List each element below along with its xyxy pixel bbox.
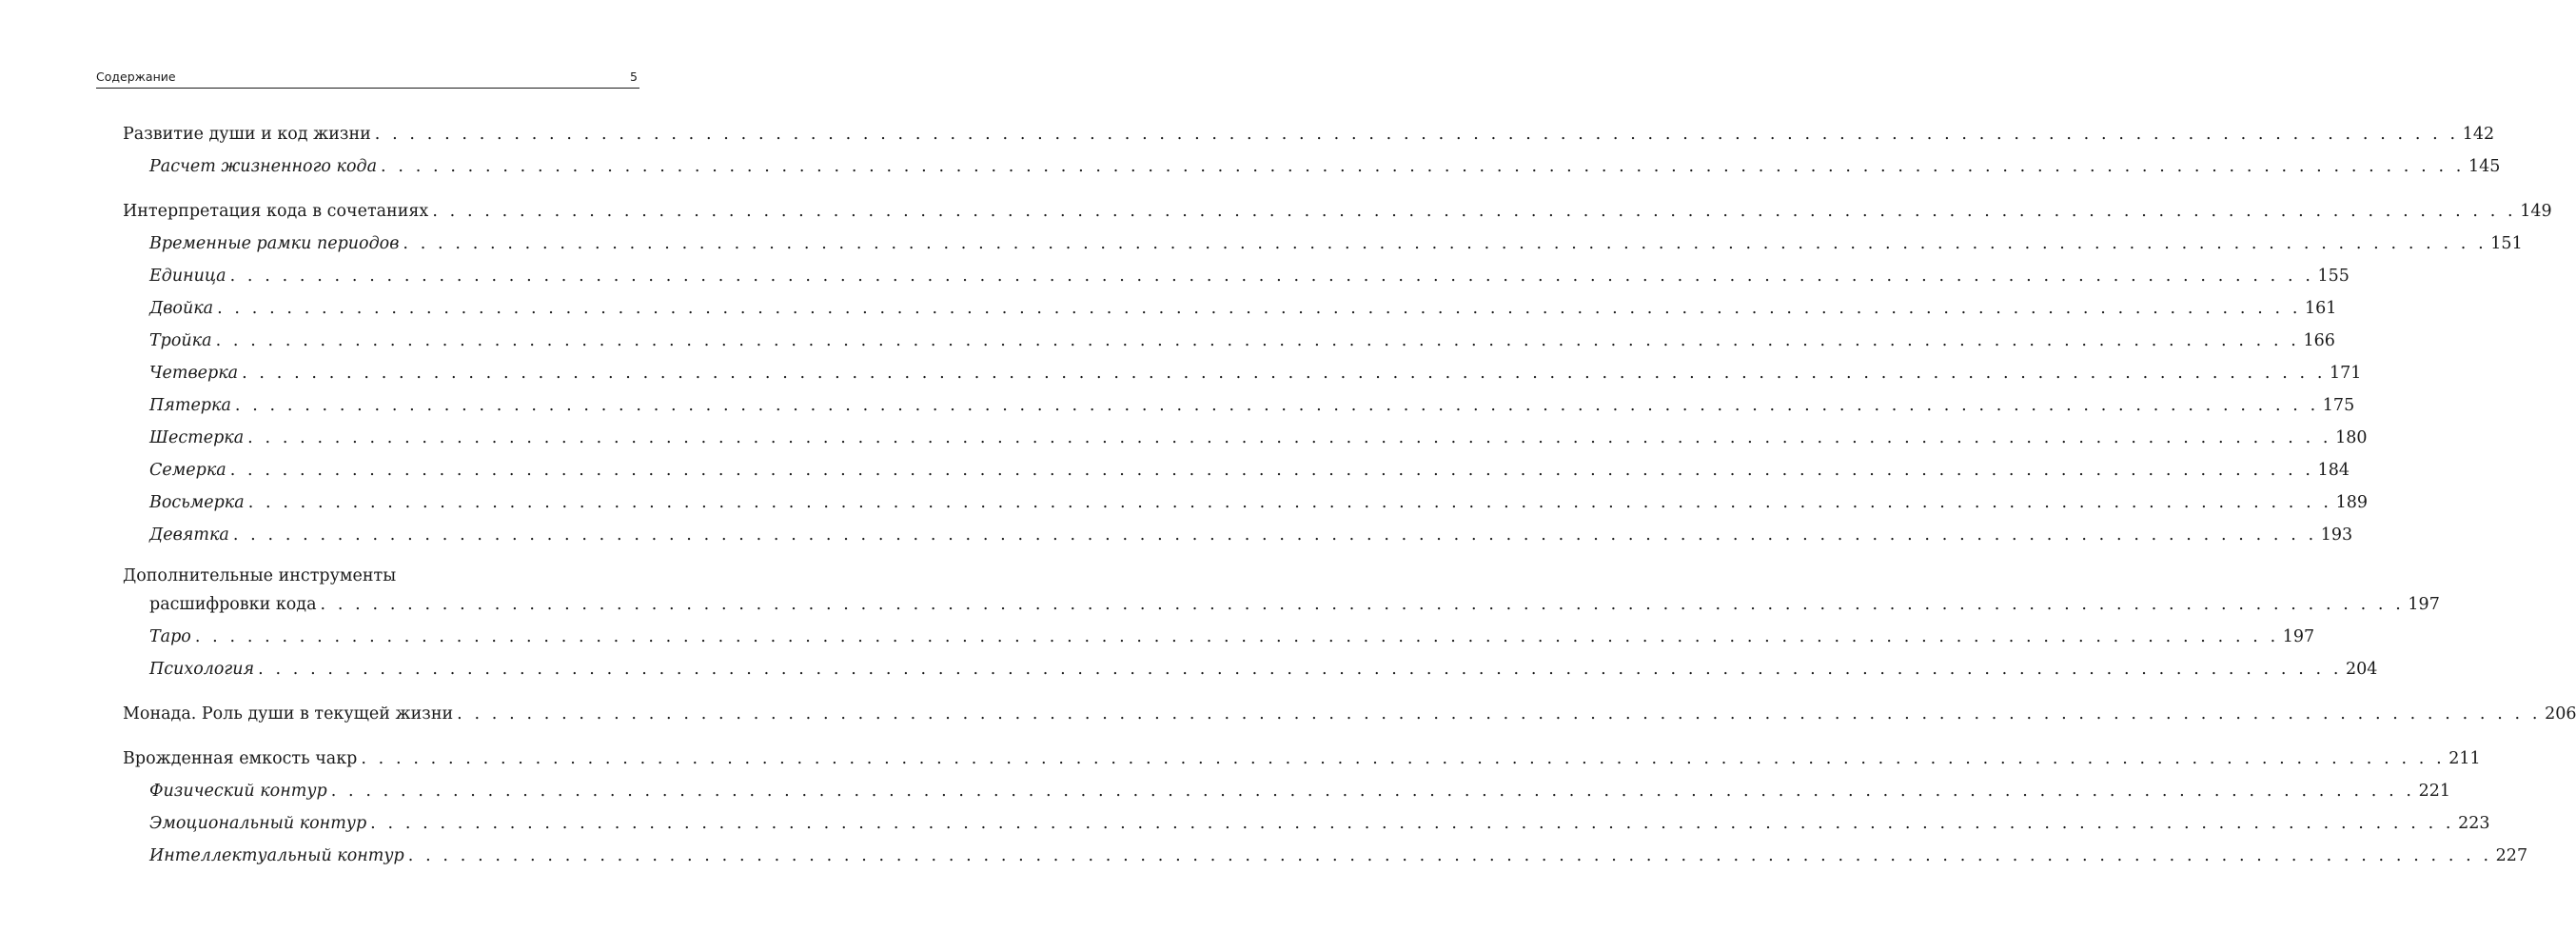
dot-leader: . . . . . . . . . . . . . . . . . . . . . . . . . . . . . . . . . . . . . . . . . . . . . . . . . . . . . . . . . . . . . . . . . . . . . . . . . . . . . . . . . . . . . . . . . . . . . . . . . . . . . . . . . . . . . . . . . . . . . . . . (457, 704, 2542, 724)
toc-entry-title: Тройка (149, 331, 212, 350)
toc-chapter-entry[interactable] (123, 743, 2481, 775)
toc-entry-page: 223 (2458, 814, 2490, 833)
toc-entry-page: 161 (2305, 299, 2337, 318)
dot-leader: . . . . . . . . . . . . . . . . . . . . . . . . . . . . . . . . . . . . . . . . . . . . . . . . . . . . . . . . . . . . . . . . . . . . . . . . . . . . . . . . . . . . . . . . . . . . . . . . . . . . . . . . . . . . . . . . . . . . . . . . (194, 627, 2279, 646)
toc-entry-page: 155 (2317, 267, 2350, 286)
toc-entry-title: Двойка (149, 299, 214, 318)
toc-entry-title: Временные рамки периодов (149, 234, 400, 253)
dot-leader: . . . . . . . . . . . . . . . . . . . . . . . . . . . . . . . . . . . . . . . . . . . . . . . . . . . . . . . . . . . . . . . . . . . . . . . . . . . . . . . . . . . . . . . . . . . . . . . . . . . . . . . . . . . . . . . . . . . . . . . . (215, 331, 2300, 350)
dot-leader: . . . . . . . . . . . . . . . . . . . . . . . . . . . . . . . . . . . . . . . . . . . . . . . . . . . . . . . . . . . . . . . . . . . . . . . . . . . . . . . . . . . . . . . . . . . . . . . . . . . . . . . . . . . . . . . . . . . . . . . . (247, 493, 2332, 512)
toc-entry-page: 197 (2408, 595, 2440, 614)
toc-entry-page: 142 (2462, 125, 2495, 144)
dot-leader: . . . . . . . . . . . . . . . . . . . . . . . . . . . . . . . . . . . . . . . . . . . . . . . . . . . . . . . . . . . . . . . . . . . . . . . . . . . . . . . . . . . . . . . . . . . . . . . . . . . . . . . . . . . . . . . . . . . . . . . . (374, 125, 2459, 144)
toc-section-entry[interactable] (123, 325, 2335, 357)
toc-entry-page: 151 (2490, 234, 2523, 253)
toc-entry-page: 171 (2330, 364, 2362, 383)
toc-entry-page: 193 (2320, 526, 2353, 545)
toc-entry-title: Четверка (149, 364, 239, 383)
header-page-number: 5 (630, 69, 638, 84)
dot-leader: . . . . . . . . . . . . . . . . . . . . . . . . . . . . . . . . . . . . . . . . . . . . . . . . . . . . . . . . . . . . . . . . . . . . . . . . . . . . . . . . . . . . . . . . . . . . . . . . . . . . . . . . . . . . . . . . . . . . . . . . (330, 782, 2415, 801)
dot-leader: . . . . . . . . . . . . . . . . . . . . . . . . . . . . . . . . . . . . . . . . . . . . . . . . . . . . . . . . . . . . . . . . . . . . . . . . . . . . . . . . . . . . . . . . . . . . . . . . . . . . . . . . . . . . . . . . . . . . . . . . (320, 595, 2405, 614)
toc-chapter-entry[interactable] (123, 698, 2576, 730)
toc-entry-title: Монада. Роль души в текущей жизни (123, 704, 454, 724)
toc-section-entry[interactable] (123, 621, 2315, 653)
toc-entry-page: 189 (2335, 493, 2368, 512)
toc-entry-title: Врожденная емкость чакр (123, 749, 358, 768)
toc-chapter-entry[interactable] (123, 118, 2495, 150)
toc-entry-title: Интерпретация кода в сочетаниях (123, 202, 429, 221)
toc-entry-title: Эмоциональный контур (149, 814, 367, 833)
toc-group (123, 564, 2440, 685)
toc-group (123, 118, 2501, 183)
toc-section-entry[interactable] (123, 840, 2528, 872)
toc-entry-title: Шестерка (149, 428, 245, 447)
toc-entry-page: 206 (2545, 704, 2576, 724)
dot-leader: . . . . . . . . . . . . . . . . . . . . . . . . . . . . . . . . . . . . . . . . . . . . . . . . . . . . . . . . . . . . . . . . . . . . . . . . . . . . . . . . . . . . . . . . . . . . . . . . . . . . . . . . . . . . . . . . . . . . . . . . (381, 157, 2465, 176)
toc-entry-page: 166 (2303, 331, 2335, 350)
header-section-title: Содержание (96, 69, 176, 84)
dot-leader: . . . . . . . . . . . . . . . . . . . . . . . . . . . . . . . . . . . . . . . . . . . . . . . . . . . . . . . . . . . . . . . . . . . . . . . . . . . . . . . . . . . . . . . . . . . . . . . . . . . . . . . . . . . . . . . . . . . . . . . . (232, 526, 2317, 545)
dot-leader: . . . . . . . . . . . . . . . . . . . . . . . . . . . . . . . . . . . . . . . . . . . . . . . . . . . . . . . . . . . . . . . . . . . . . . . . . . . . . . . . . . . . . . . . . . . . . . . . . . . . . . . . . . . . . . . . . . . . . . . . (407, 846, 2492, 865)
toc-entry-title: Пятерка (149, 396, 231, 415)
toc-entry-title: Девятка (149, 526, 229, 545)
toc-entry-title-line: Дополнительные инструменты (123, 566, 397, 585)
toc-section-entry[interactable] (123, 422, 2368, 454)
toc-section-entry[interactable] (123, 519, 2353, 551)
toc-entry-page: 145 (2468, 157, 2501, 176)
toc-chapter-entry[interactable] (123, 564, 2440, 621)
toc-entry-page: 221 (2418, 782, 2450, 801)
dot-leader: . . . . . . . . . . . . . . . . . . . . . . . . . . . . . . . . . . . . . . . . . . . . . . . . . . . . . . . . . . . . . . . . . . . . . . . . . . . . . . . . . . . . . . . . . . . . . . . . . . . . . . . . . . . . . . . . . . . . . . . . (229, 461, 2314, 480)
toc-entry-page: 211 (2448, 749, 2481, 768)
dot-leader: . . . . . . . . . . . . . . . . . . . . . . . . . . . . . . . . . . . . . . . . . . . . . . . . . . . . . . . . . . . . . . . . . . . . . . . . . . . . . . . . . . . . . . . . . . . . . . . . . . . . . . . . . . . . . . . . . . . . . . . . (234, 396, 2319, 415)
toc-entry-title: Психология (149, 660, 255, 679)
toc-section-entry[interactable] (123, 260, 2350, 292)
toc-entry-page: 180 (2335, 428, 2368, 447)
dot-leader: . . . . . . . . . . . . . . . . . . . . . . . . . . . . . . . . . . . . . . . . . . . . . . . . . . . . . . . . . . . . . . . . . . . . . . . . . . . . . . . . . . . . . . . . . . . . . . . . . . . . . . . . . . . . . . . . . . . . . . . . (432, 202, 2517, 221)
toc-group (123, 195, 2552, 551)
dot-leader: . . . . . . . . . . . . . . . . . . . . . . . . . . . . . . . . . . . . . . . . . . . . . . . . . . . . . . . . . . . . . . . . . . . . . . . . . . . . . . . . . . . . . . . . . . . . . . . . . . . . . . . . . . . . . . . . . . . . . . . . (361, 749, 2446, 768)
dot-leader: . . . . . . . . . . . . . . . . . . . . . . . . . . . . . . . . . . . . . . . . . . . . . . . . . . . . . . . . . . . . . . . . . . . . . . . . . . . . . . . . . . . . . . . . . . . . . . . . . . . . . . . . . . . . . . . . . . . . . . . . (247, 428, 2332, 447)
toc-entry-page: 197 (2282, 627, 2315, 646)
toc-section-entry[interactable] (123, 228, 2523, 260)
dot-leader: . . . . . . . . . . . . . . . . . . . . . . . . . . . . . . . . . . . . . . . . . . . . . . . . . . . . . . . . . . . . . . . . . . . . . . . . . . . . . . . . . . . . . . . . . . . . . . . . . . . . . . . . . . . . . . . . . . . . . . . . (403, 234, 2488, 253)
dot-leader: . . . . . . . . . . . . . . . . . . . . . . . . . . . . . . . . . . . . . . . . . . . . . . . . . . . . . . . . . . . . . . . . . . . . . . . . . . . . . . . . . . . . . . . . . . . . . . . . . . . . . . . . . . . . . . . . . . . . . . . . (258, 660, 2343, 679)
toc-group (123, 698, 2576, 730)
toc-section-entry[interactable] (123, 292, 2337, 325)
toc-entry-page: 227 (2495, 846, 2528, 865)
toc-entry-page: 149 (2520, 202, 2552, 221)
toc-entry-page: 175 (2322, 396, 2355, 415)
toc-chapter-entry[interactable] (123, 195, 2552, 228)
running-header (96, 67, 639, 89)
toc-section-entry[interactable] (123, 357, 2362, 389)
toc-entry-last-line (123, 588, 2440, 621)
toc-section-entry[interactable] (123, 454, 2350, 486)
toc-entry-title: Восьмерка (149, 493, 245, 512)
toc-group (123, 743, 2528, 872)
table-of-contents (123, 118, 2576, 884)
toc-entry-page: 184 (2317, 461, 2350, 480)
dot-leader: . . . . . . . . . . . . . . . . . . . . . . . . . . . . . . . . . . . . . . . . . . . . . . . . . . . . . . . . . . . . . . . . . . . . . . . . . . . . . . . . . . . . . . . . . . . . . . . . . . . . . . . . . . . . . . . . . . . . . . . . (242, 364, 2327, 383)
toc-entry-title-line: расшифровки кода (149, 595, 317, 614)
toc-entry-title: Расчет жизненного кода (149, 157, 378, 176)
toc-entry-title: Развитие души и код жизни (123, 125, 371, 144)
toc-entry-page: 204 (2346, 660, 2378, 679)
toc-entry-title: Интеллектуальный контур (149, 846, 404, 865)
toc-section-entry[interactable] (123, 486, 2368, 519)
toc-entry-title: Семерка (149, 461, 226, 480)
toc-entry-title: Физический контур (149, 782, 327, 801)
dot-leader: . . . . . . . . . . . . . . . . . . . . . . . . . . . . . . . . . . . . . . . . . . . . . . . . . . . . . . . . . . . . . . . . . . . . . . . . . . . . . . . . . . . . . . . . . . . . . . . . . . . . . . . . . . . . . . . . . . . . . . . . (229, 267, 2314, 286)
toc-section-entry[interactable] (123, 653, 2378, 685)
toc-entry-title: Единица (149, 267, 226, 286)
dot-leader: . . . . . . . . . . . . . . . . . . . . . . . . . . . . . . . . . . . . . . . . . . . . . . . . . . . . . . . . . . . . . . . . . . . . . . . . . . . . . . . . . . . . . . . . . . . . . . . . . . . . . . . . . . . . . . . . . . . . . . . . (370, 814, 2455, 833)
toc-section-entry[interactable] (123, 389, 2355, 422)
toc-entry-title: Таро (149, 627, 191, 646)
toc-section-entry[interactable] (123, 775, 2450, 807)
toc-section-entry[interactable] (123, 807, 2490, 840)
dot-leader: . . . . . . . . . . . . . . . . . . . . . . . . . . . . . . . . . . . . . . . . . . . . . . . . . . . . . . . . . . . . . . . . . . . . . . . . . . . . . . . . . . . . . . . . . . . . . . . . . . . . . . . . . . . . . . . . . . . . . . . . (217, 299, 2302, 318)
toc-section-entry[interactable] (123, 150, 2501, 183)
